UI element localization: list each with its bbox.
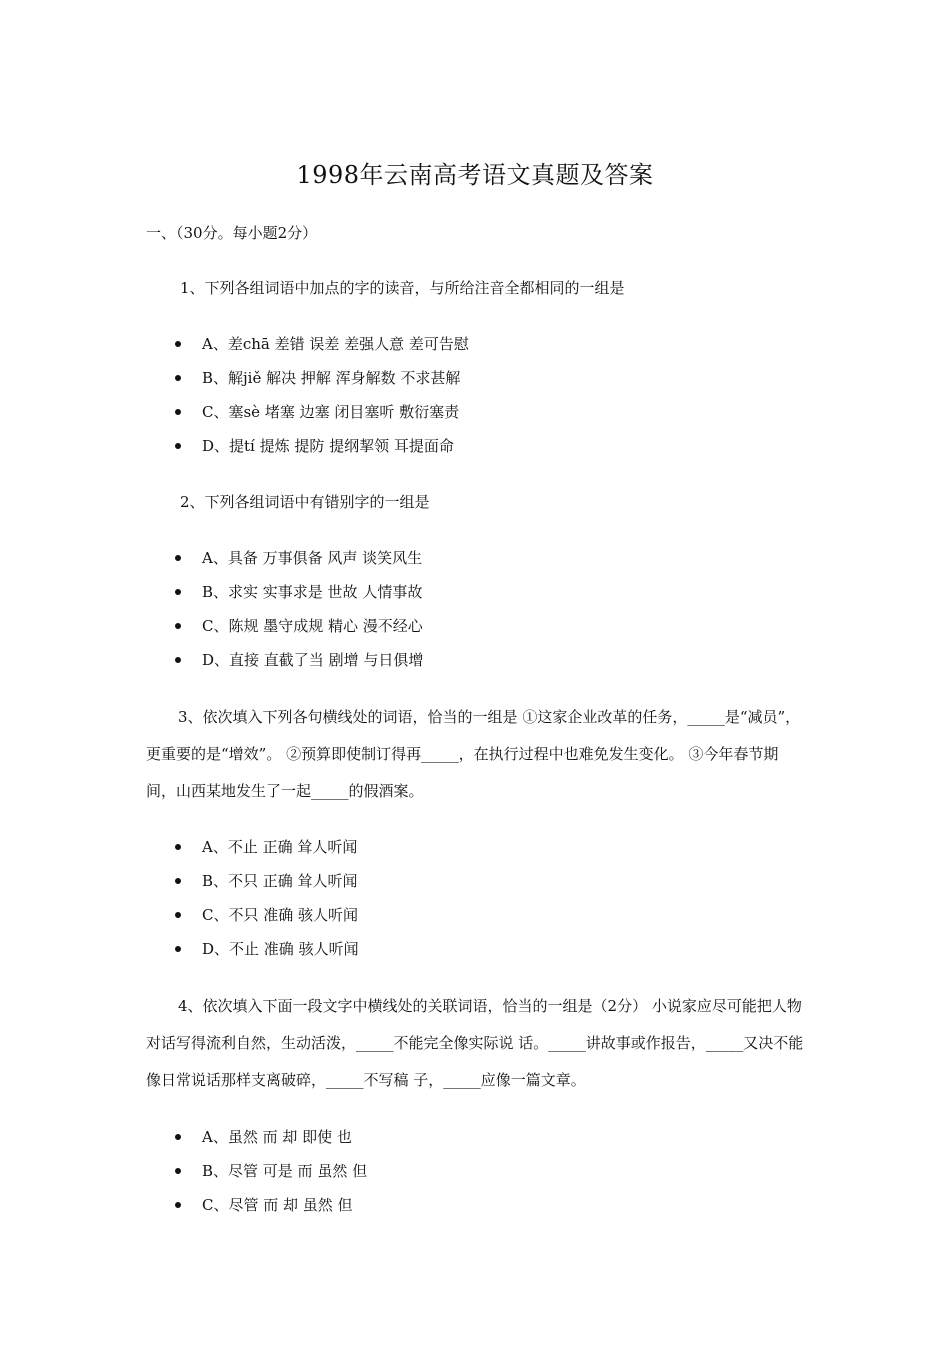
option-text: D、不止 准确 骇人听闻 (202, 940, 359, 958)
option-text: A、不止 正确 耸人听闻 (202, 838, 358, 856)
list-item (146, 898, 359, 932)
bullet-icon (175, 443, 181, 449)
bullet-icon (175, 1134, 181, 1140)
bullet-icon (175, 844, 181, 850)
question-1-options (146, 327, 469, 463)
bullet-icon (175, 555, 181, 561)
option-text: B、求实 实事求是 世故 人情事故 (202, 583, 423, 601)
list-item (146, 609, 423, 643)
list-item (146, 830, 359, 864)
bullet-icon (175, 341, 181, 347)
option-text: A、具备 万事俱备 风声 谈笑风生 (202, 549, 423, 567)
list-item (146, 327, 469, 361)
question-1-stem: 1、下列各组词语中加点的字的读音，与所给注音全都相同的一组是 (180, 279, 625, 297)
bullet-icon (175, 878, 181, 884)
bullet-icon (175, 1168, 181, 1174)
bullet-icon (175, 912, 181, 918)
option-text: A、虽然 而 却 即使 也 (202, 1128, 352, 1146)
bullet-icon (175, 946, 181, 952)
list-item (146, 575, 423, 609)
list-item (146, 864, 359, 898)
list-item (146, 361, 469, 395)
bullet-icon (175, 1202, 181, 1208)
section-heading: 一、（30分。每小题2分） (146, 224, 318, 242)
option-text: B、不只 正确 耸人听闻 (202, 872, 358, 890)
option-text: C、陈规 墨守成规 精心 漫不经心 (202, 617, 423, 635)
option-text: C、尽管 而 却 虽然 但 (202, 1196, 353, 1214)
question-3-options (146, 830, 359, 966)
bullet-icon (175, 657, 181, 663)
question-4-stem: 4、依次填入下面一段文字中横线处的关联词语，恰当的一组是（2分） 小说家应尽可能把人物对话写得流利自然，生动活泼，_____不能完全像实际说 话。_____讲故事或作报告，_____又决不能像日常说话那样支离破碎，_____不写稿 子，_____应像一篇文章。 (146, 997, 804, 1089)
question-2-options (146, 541, 423, 677)
option-text: A、差chā 差错 误差 差强人意 差可告慰 (202, 335, 469, 353)
option-text: C、不只 准确 骇人听闻 (202, 906, 359, 924)
bullet-icon (175, 589, 181, 595)
bullet-icon (175, 623, 181, 629)
question-2-stem: 2、下列各组词语中有错别字的一组是 (180, 493, 430, 511)
list-item (146, 429, 469, 463)
question-3-stem: 3、依次填入下列各句横线处的词语，恰当的一组是 ①这家企业改革的任务，_____是“减员”，更重要的是“增效”。 ②预算即使制订得再_____，在执行过程中也难免发生变化。 ③今年春节期间，山西某地发生了一起_____的假酒案。 (146, 708, 801, 800)
list-item (146, 1154, 367, 1188)
question-4-options (146, 1120, 367, 1222)
list-item (146, 1188, 367, 1222)
option-text: B、尽管 可是 而 虽然 但 (202, 1162, 368, 1180)
option-text: D、提tí 提炼 提防 提纲挈领 耳提面命 (202, 437, 454, 455)
list-item (146, 643, 423, 677)
bullet-icon (175, 375, 181, 381)
document-title: 1998年云南高考语文真题及答案 (296, 161, 654, 189)
list-item (146, 1120, 367, 1154)
option-text: D、直接 直截了当 剧增 与日俱增 (202, 651, 424, 669)
list-item (146, 541, 423, 575)
bullet-icon (175, 409, 181, 415)
option-text: C、塞sè 堵塞 边塞 闭目塞听 敷衍塞责 (202, 403, 460, 421)
option-text: B、解jiě 解决 押解 浑身解数 不求甚解 (202, 369, 461, 387)
list-item (146, 932, 359, 966)
list-item (146, 395, 469, 429)
